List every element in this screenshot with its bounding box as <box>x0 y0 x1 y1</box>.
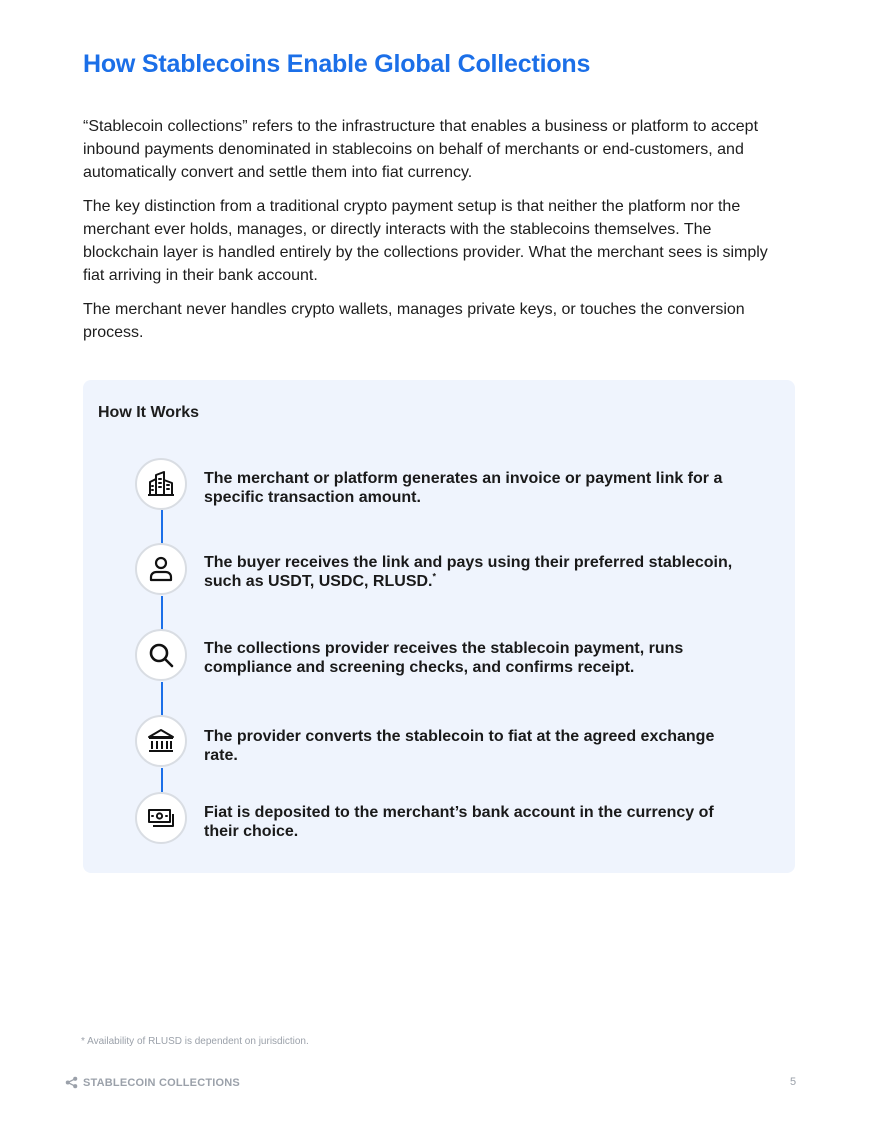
step-connector <box>161 682 163 716</box>
search-icon <box>135 629 187 681</box>
step-text: The collections provider receives the stablecoin payment, runs compliance and screening checks, and confirms receipt. <box>204 640 684 676</box>
merchant-paragraph: The merchant never handles crypto wallets, manages private keys, or touches the conversion process. <box>83 301 745 341</box>
step-connector <box>161 768 163 792</box>
step-text <box>204 553 749 591</box>
step-text: Fiat is deposited to the merchant’s bank account in the currency of their choice. <box>204 804 714 840</box>
panel-title: How It Works <box>98 404 200 421</box>
cash-icon <box>135 792 187 844</box>
step-connector <box>161 510 163 544</box>
bank-icon <box>135 715 187 767</box>
footer-label: STABLECOIN COLLECTIONS <box>83 1076 240 1089</box>
page-title: How Stablecoins Enable Global Collections <box>83 50 591 78</box>
intro-paragraph: “Stablecoin collections” refers to the infrastructure that enables a business or platform to accept inbound payments denominated in stablecoins on behalf of merchants or end-customers, and automatically convert and settle them into fiat currency. <box>83 118 759 181</box>
distinction-paragraph: The key distinction from a traditional crypto payment setup is that neither the platform nor the merchant ever holds, manages, or directly interacts with the stablecoins themselves. The blockchain layer is handled entirely by the collections provider. What the merchant sees is simply fiat arriving in their bank account. <box>83 198 768 284</box>
person-icon <box>135 543 187 595</box>
body-text <box>83 115 788 355</box>
building-icon <box>135 458 187 510</box>
step-text: The provider converts the stablecoin to fiat at the agreed exchange rate. <box>204 728 715 764</box>
how-it-works-panel <box>83 380 795 873</box>
step-text: The merchant or platform generates an invoice or payment link for a specific transaction amount. <box>204 470 723 506</box>
network-nodes-icon <box>65 1076 78 1089</box>
footnote: * Availability of RLUSD is dependent on jurisdiction. <box>81 1036 309 1047</box>
footer-brand <box>65 1076 240 1089</box>
page-number: 5 <box>790 1076 797 1088</box>
step-connector <box>161 596 163 630</box>
step-text-content: The buyer receives the link and pays using their preferred stablecoin, such as USDT, USDC, RLUSD. <box>204 554 733 590</box>
footnote-marker: * <box>432 571 436 582</box>
